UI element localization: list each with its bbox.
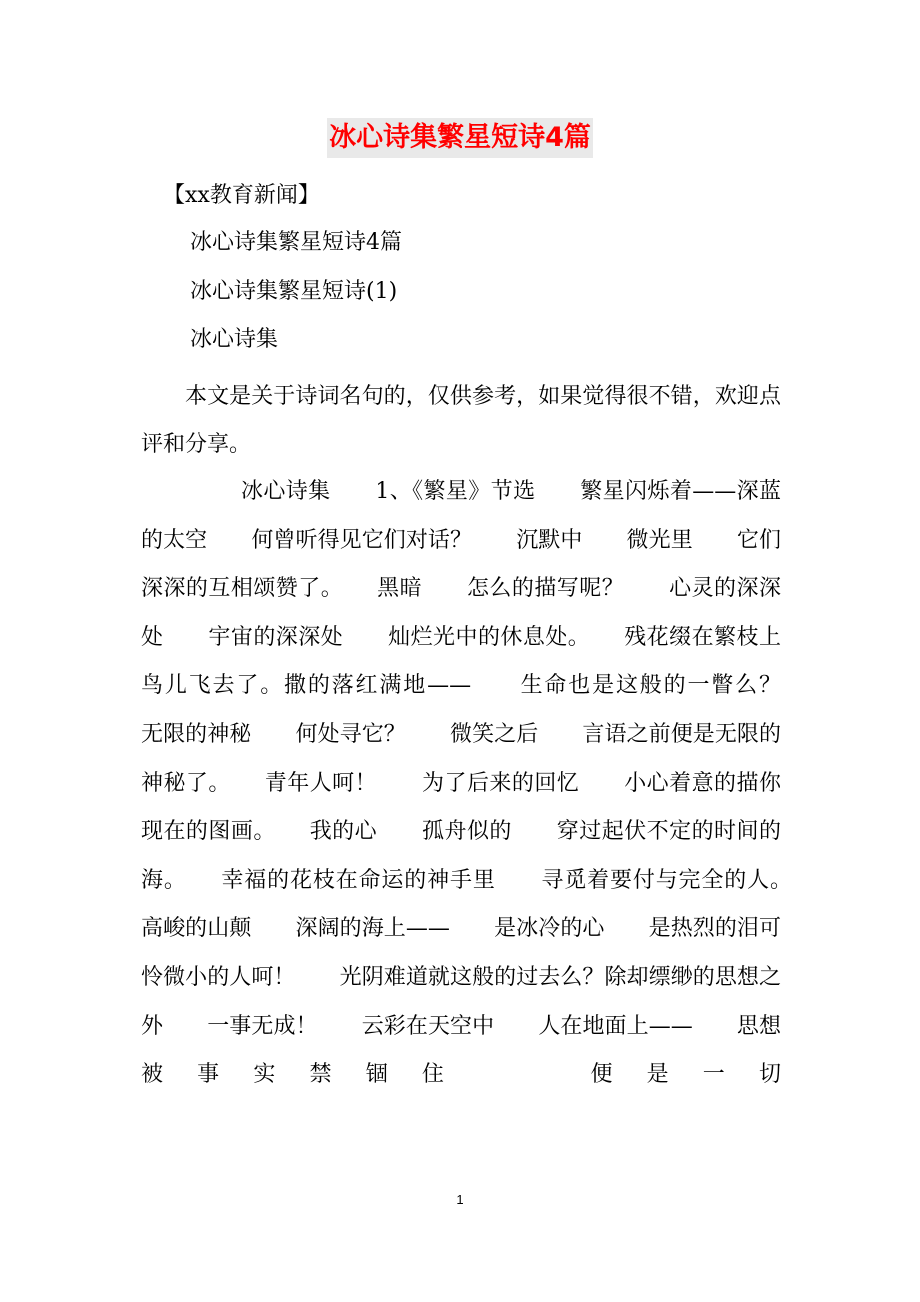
- poem-text: 冰心诗集 1、《繁星》节选 繁星闪烁着——深蓝的太空 何曾听得见它们对话？ 沉默中 微光里 它们深深的互相颂赞了。 黑暗 怎么的描写呢？ 心灵的深深处 宇宙的深深处 灿烂光中的休息处。 残花缀在繁枝上 鸟儿飞去了。撒的落红满地—— 生命也是这般的一瞥么？ 无限的神秘 何处寻它？ 微笑之后 言语之前便是无限的神秘了。 青年人呵！ 为了后来的回忆 小心着意的描你现在的图画。 我的心 孤舟似的 穿过起伏不定的时间的海。 幸福的花枝在命运的神手里 寻觅着要付与完全的人。 高峻的山颠 深阔的海上—— 是冰冷的心 是热烈的泪可怜微小的人呵！ 光阴难道就这般的过去么？除却缥缈的思想之外 一事无成！ 云彩在天空中 人在地面上—— 思想被事实禁锢住 便是一切: [141, 479, 826, 1088]
- document-title: 冰心诗集繁星短诗4篇: [327, 118, 593, 158]
- intro-paragraph: 本文是关于诗词名句的，仅供参考，如果觉得很不错，欢迎点评和分享。: [141, 384, 781, 457]
- subtitle-line-1: 冰心诗集繁星短诗4篇: [190, 230, 402, 255]
- subtitle-line-2: 冰心诗集繁星短诗(1): [190, 279, 398, 304]
- page-number: 1: [456, 1192, 464, 1207]
- subtitle-line-3: 冰心诗集: [190, 327, 279, 352]
- document-title-wrapper: [0, 116, 920, 158]
- source-tag: 【xx教育新闻】: [163, 183, 320, 208]
